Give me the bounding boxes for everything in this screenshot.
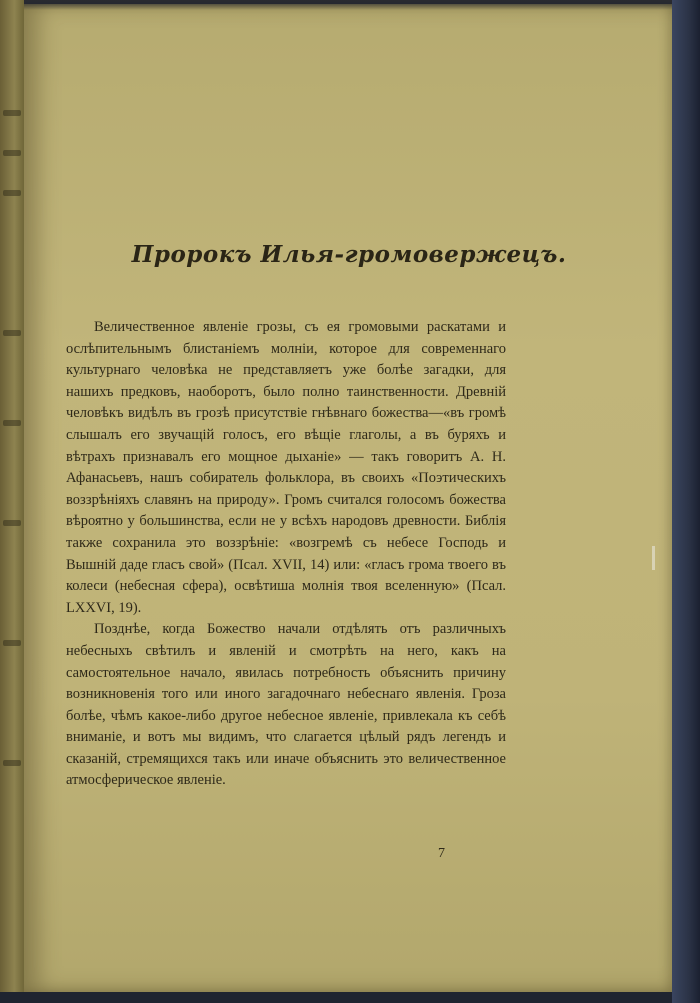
paragraph-2: Позднѣе, когда Божество начали отдѣлять отъ различныхъ небесныхъ свѣтилъ и явленій и смотрѣть на него, какъ на самостоятельное начало, явилась потребность объяснить причину возникновенія того или иного загадочнаго небеснаго явленія. Гроза болѣе, чѣмъ какое-либо другое небесное явленіе, привлекала къ себѣ вниманіе, и вотъ мы видимъ, что слагается цѣлый рядъ легендъ и сказаній, стремящихся такъ или иначе объяснить это величественное атмосферическое явленіе. — [66, 621, 506, 789]
text-fragment — [3, 520, 21, 526]
chapter-title: Пророкъ Илья-громовержецъ. — [131, 241, 567, 268]
text-fragment — [3, 110, 21, 116]
text-fragment — [3, 640, 21, 646]
page-marker — [652, 546, 655, 570]
paragraph-1: Величественное явленіе грозы, съ ея громовыми раскатами и ослѣпительнымъ блистаніемъ молніи, которое для современнаго культурнаго человѣка не представляетъ уже болѣе загадки, для нашихъ предковъ, наоборотъ, было полно таинственности. Древній человѣкъ видѣлъ въ грозѣ присутствіе гнѣвнаго божества—«въ громѣ слышалъ его звучащій голосъ, его вѣщіе глаголы, а въ буряхъ и вѣтрахъ признавалъ его мощное дыханіе» — такъ говоритъ А. Н. Афанасьевъ, нашъ собиратель фольклора, въ своихъ «Поэтическихъ воззрѣніяхъ славянъ на природу». Громъ считался голосомъ божества вѣроятно у большинства, если не у всѣхъ народовъ древности. Библія также сохранила это воззрѣніе: «возгремѣ съ небесе Господь и Вышній даде гласъ свой» (Псал. XVII, 14) или: «гласъ грома твоего въ колеси (небесная сфера), освѣтиша молнія твоя вселенную» (Псал. LXXVI, 19). — [66, 319, 506, 616]
text-fragment — [3, 150, 21, 156]
text-fragment — [3, 330, 21, 336]
text-fragment — [3, 420, 21, 426]
page-top-shadow — [24, 0, 674, 10]
adjacent-page-edge — [0, 0, 24, 992]
book-cover-edge — [672, 0, 700, 1003]
page-number: 7 — [438, 846, 445, 861]
body-text — [66, 317, 506, 792]
text-fragment — [3, 190, 21, 196]
text-fragment — [3, 760, 21, 766]
